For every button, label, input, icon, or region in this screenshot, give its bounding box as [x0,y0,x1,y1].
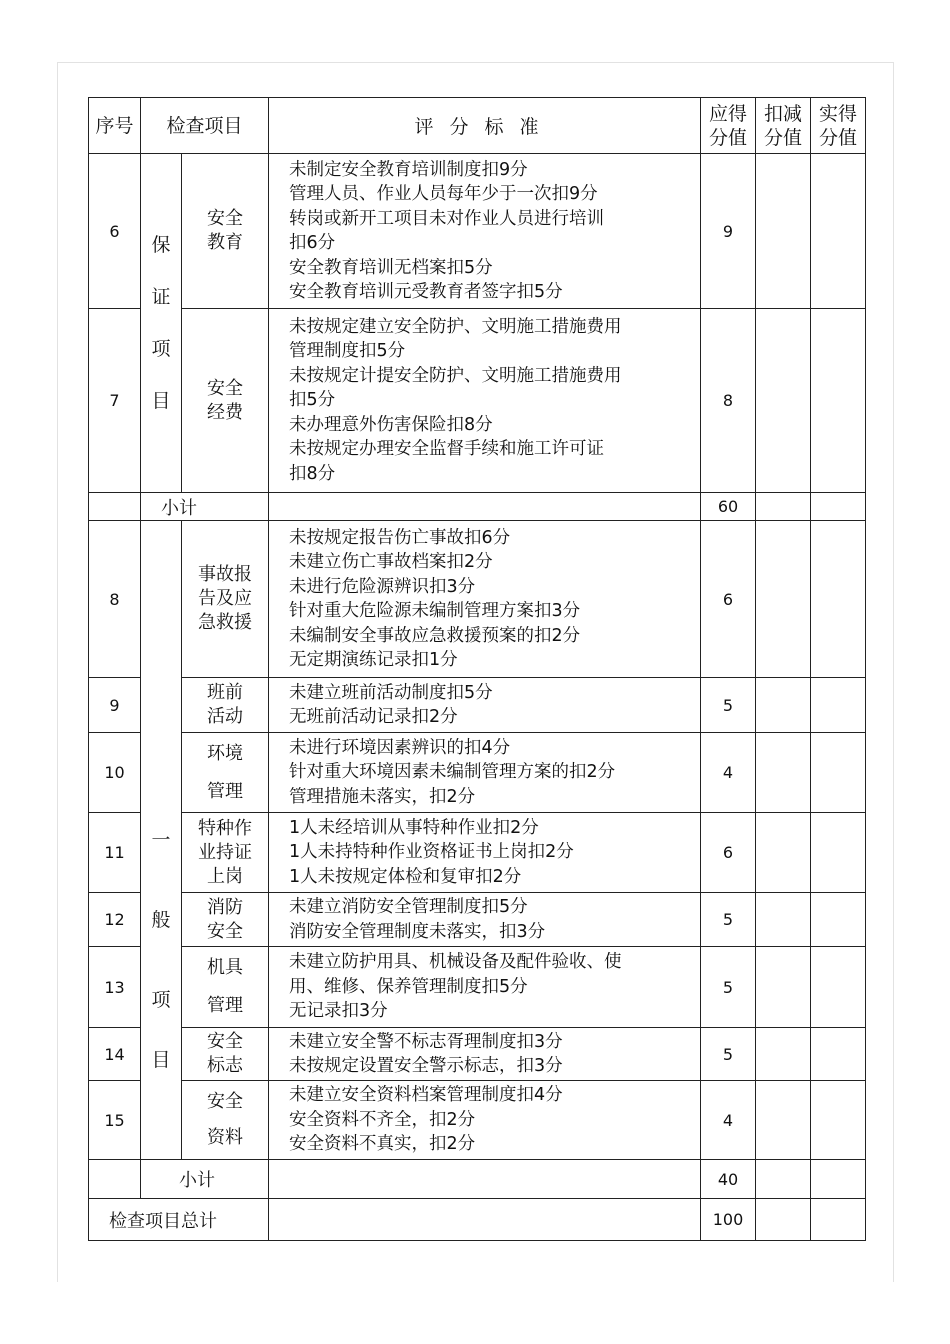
grand-total-actual [811,1199,866,1241]
row-actual-score [811,309,866,493]
subtotal-deduct [756,1160,811,1199]
row-deduct-score [756,893,811,947]
row-due-score: 4 [701,733,756,813]
row-seq: 10 [89,733,141,813]
row-actual-score [811,1081,866,1160]
row-due-score: 5 [701,893,756,947]
subtotal-actual [811,493,866,521]
table-row [89,309,866,493]
subtotal-row [89,493,866,521]
row-criteria: 未按规定建立安全防护、文明施工措施费用 管理制度扣5分 未按规定计提安全防护、文明施工措施费用 扣5分 未办理意外伤害保险扣8分 未按规定办理安全监督手续和施工许可证 扣8分 [269,309,701,493]
table-row [89,1081,866,1160]
table-row [89,947,866,1028]
subtotal-criteria-cell [269,493,701,521]
row-seq: 7 [89,309,141,493]
row-item: 机具 管理 [182,947,269,1028]
table-row [89,733,866,813]
page-edge-top [57,62,894,63]
row-deduct-score [756,1081,811,1160]
row-criteria: 未制定安全教育培训制度扣9分 管理人员、作业人员每年少于一次扣9分 转岗或新开工项目未对作业人员进行培训 扣6分 安全教育培训无档案扣5分 安全教育培训元受教育者签字扣5分 [269,154,701,309]
row-deduct-score [756,154,811,309]
row-criteria: 未建立消防安全管理制度扣5分 消防安全管理制度未落实，扣3分 [269,893,701,947]
subtotal-criteria-cell [269,1160,701,1199]
row-deduct-score [756,521,811,678]
row-item: 事故报 告及应 急救援 [182,521,269,678]
subtotal-score: 60 [701,493,756,521]
grand-total-criteria-cell [269,1199,701,1241]
row-actual-score [811,521,866,678]
row-due-score: 5 [701,947,756,1028]
subtotal-deduct [756,493,811,521]
row-item: 安全 经费 [182,309,269,493]
page-edge-right [893,62,894,1282]
table-row [89,521,866,678]
row-seq: 12 [89,893,141,947]
header-row [89,98,866,154]
row-actual-score [811,947,866,1028]
table-row [89,678,866,733]
subtotal-row [89,1160,866,1199]
row-due-score: 9 [701,154,756,309]
row-item: 班前 活动 [182,678,269,733]
subtotal-seq-cell [89,1160,141,1199]
row-deduct-score [756,733,811,813]
row-item: 环境 管理 [182,733,269,813]
row-actual-score [811,893,866,947]
row-due-score: 5 [701,1028,756,1081]
subtotal-label: 小计 [141,493,269,521]
table-row [89,154,866,309]
row-deduct-score [756,947,811,1028]
header-seq: 序号 [89,98,141,154]
grand-total-row [89,1199,866,1241]
page-edge-left [57,62,58,1282]
row-seq: 13 [89,947,141,1028]
safety-inspection-table [88,97,866,1241]
row-seq: 11 [89,813,141,893]
grand-total-label: 检查项目总计 [89,1199,269,1241]
subtotal-seq-cell [89,493,141,521]
row-deduct-score [756,813,811,893]
row-seq: 8 [89,521,141,678]
row-criteria: 未按规定报告伤亡事故扣6分 未建立伤亡事故档案扣2分 未进行危险源辨识扣3分 针对重大危险源未编制管理方案扣3分 未编制安全事故应急救援预案的扣2分 无定期演练记录扣1分 [269,521,701,678]
header-deduct-score: 扣减 分值 [756,98,811,154]
row-deduct-score [756,1028,811,1081]
table-row [89,893,866,947]
header-item: 检查项目 [141,98,269,154]
row-item: 安全 资料 [182,1081,269,1160]
header-actual-score: 实得 分值 [811,98,866,154]
row-criteria: 未建立防护用具、机械设备及配件验收、使 用、维修、保养管理制度扣5分 无记录扣3分 [269,947,701,1028]
row-criteria: 未建立班前活动制度扣5分 无班前活动记录扣2分 [269,678,701,733]
row-due-score: 6 [701,521,756,678]
row-due-score: 4 [701,1081,756,1160]
row-deduct-score [756,678,811,733]
category-guarantee: 保 证 项 目 [141,154,182,493]
grand-total-deduct [756,1199,811,1241]
table-row [89,1028,866,1081]
row-due-score: 8 [701,309,756,493]
row-criteria: 未建立安全警不标志胥理制度扣3分 未按规定设置安全警示标志，扣3分 [269,1028,701,1081]
category-general: 一 般 项 目 [141,521,182,1160]
row-seq: 14 [89,1028,141,1081]
row-actual-score [811,733,866,813]
header-standard: 评分标准 [269,98,701,154]
row-criteria: 未进行环境因素辨识的扣4分 针对重大环境因素未编制管理方案的扣2分 管理措施未落实，扣2分 [269,733,701,813]
row-criteria: 未建立安全资料档案管理制度扣4分 安全资料不齐全，扣2分 安全资料不真实，扣2分 [269,1081,701,1160]
row-actual-score [811,154,866,309]
subtotal-actual [811,1160,866,1199]
row-seq: 6 [89,154,141,309]
row-item: 安全 标志 [182,1028,269,1081]
row-item: 安全 教育 [182,154,269,309]
row-actual-score [811,678,866,733]
row-item: 消防 安全 [182,893,269,947]
row-seq: 15 [89,1081,141,1160]
row-deduct-score [756,309,811,493]
subtotal-score: 40 [701,1160,756,1199]
row-due-score: 6 [701,813,756,893]
row-seq: 9 [89,678,141,733]
table-row [89,813,866,893]
row-criteria: 1人未经培训从事特种作业扣2分 1人未持特种作业资格证书上岗扣2分 1人未按规定体检和复审扣2分 [269,813,701,893]
header-due-score: 应得 分值 [701,98,756,154]
row-due-score: 5 [701,678,756,733]
subtotal-label: 小计 [141,1160,269,1199]
row-item: 特种作 业持证 上岗 [182,813,269,893]
row-actual-score [811,813,866,893]
grand-total-score: 100 [701,1199,756,1241]
row-actual-score [811,1028,866,1081]
